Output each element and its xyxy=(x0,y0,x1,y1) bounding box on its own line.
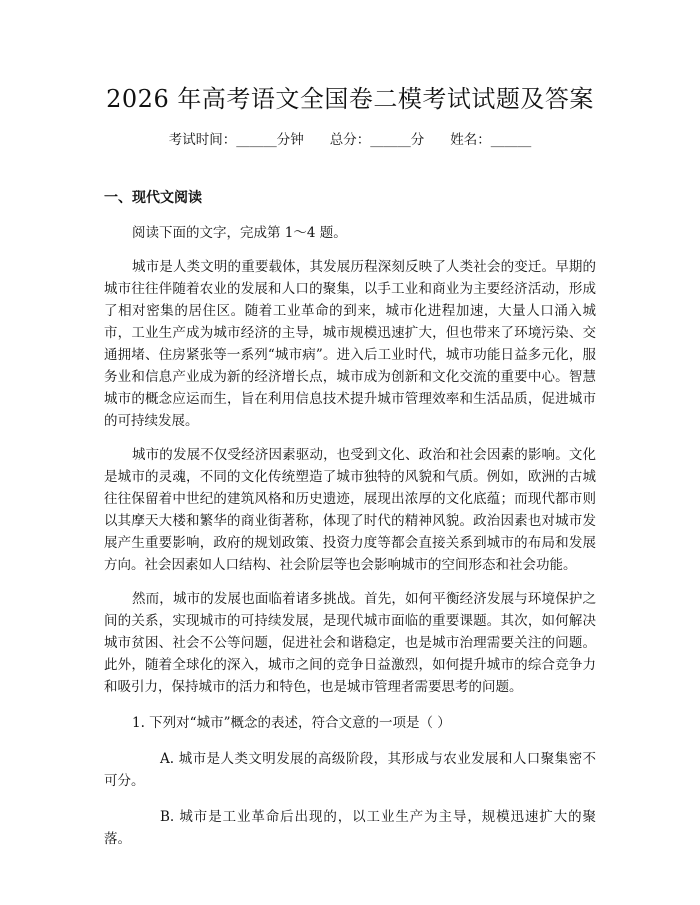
question-1-option-b: B. 城市是工业革命后出现的，以工业生产为主导，规模迅速扩大的聚落。 xyxy=(104,809,596,847)
exam-meta xyxy=(104,130,596,150)
exam-title: 2026 年高考语文全国卷二模考试试题及答案 xyxy=(106,85,594,113)
passage-paragraph-1: 城市是人类文明的重要载体，其发展历程深刻反映了人类社会的变迁。早期的城市往往伴随着农业的发展和人口的聚集，以手工业和商业为主要经济活动，形成了相对密集的居住区。随着工业革命的到来，城市化进程加速，大量人口涌入城市，工业生产成为城市经济的主导，城市规模迅速扩大，但也带来了环境污染、交通拥堵、住房紧张等一系列“城市病”。进入后工业时代，城市功能日益多元化，服务业和信息产业成为新的经济增长点，城市成为创新和文化交流的重要中心。智慧城市的概念应运而生，旨在利用信息技术提升城市管理效率和生活品质，促进城市的可持续发展。 xyxy=(104,259,596,429)
question-1-stem: 1. 下列对“城市”概念的表述，符合文意的一项是（ ） xyxy=(132,715,451,731)
student-name-field: 姓名：______ xyxy=(450,132,532,148)
passage-paragraph-3: 然而，城市的发展也面临着诸多挑战。首先，如何平衡经济发展与环境保护之间的关系，实现城市的可持续发展，是现代城市面临的重要课题。其次，如何解决城市贫困、社会不公等问题，促进社会和谐稳定，也是城市治理需要关注的问题。此外，随着全球化的深入，城市之间的竞争日益激烈，如何提升城市的综合竞争力和吸引力，保持城市的活力和特色，也是城市管理者需要思考的问题。 xyxy=(104,591,596,695)
reading-instruction: 阅读下面的文字，完成第 1～4 题。 xyxy=(132,225,347,241)
passage-paragraph-2: 城市的发展不仅受经济因素驱动，也受到文化、政治和社会因素的影响。文化是城市的灵魂，不同的文化传统塑造了城市独特的风貌和气质。例如，欧洲的古城往往保留着中世纪的建筑风格和历史遗迹，展现出浓厚的文化底蕴；而现代都市则以其摩天大楼和繁华的商业街著称，体现了时代的精神风貌。政治因素也对城市发展产生重要影响，政府的规划政策、投资力度等都会直接关系到城市的布局和发展方向。社会因素如人口结构、社会阶层等也会影响城市的空间形态和社会功能。 xyxy=(104,447,596,573)
total-score-field: 总分：______分 xyxy=(329,132,425,148)
section-heading: 一、现代文阅读 xyxy=(104,190,202,206)
exam-time-field: 考试时间：______分钟 xyxy=(168,132,304,148)
question-1-option-a: A. 城市是人类文明发展的高级阶段，其形成与农业发展和人口聚集密不可分。 xyxy=(104,751,596,789)
